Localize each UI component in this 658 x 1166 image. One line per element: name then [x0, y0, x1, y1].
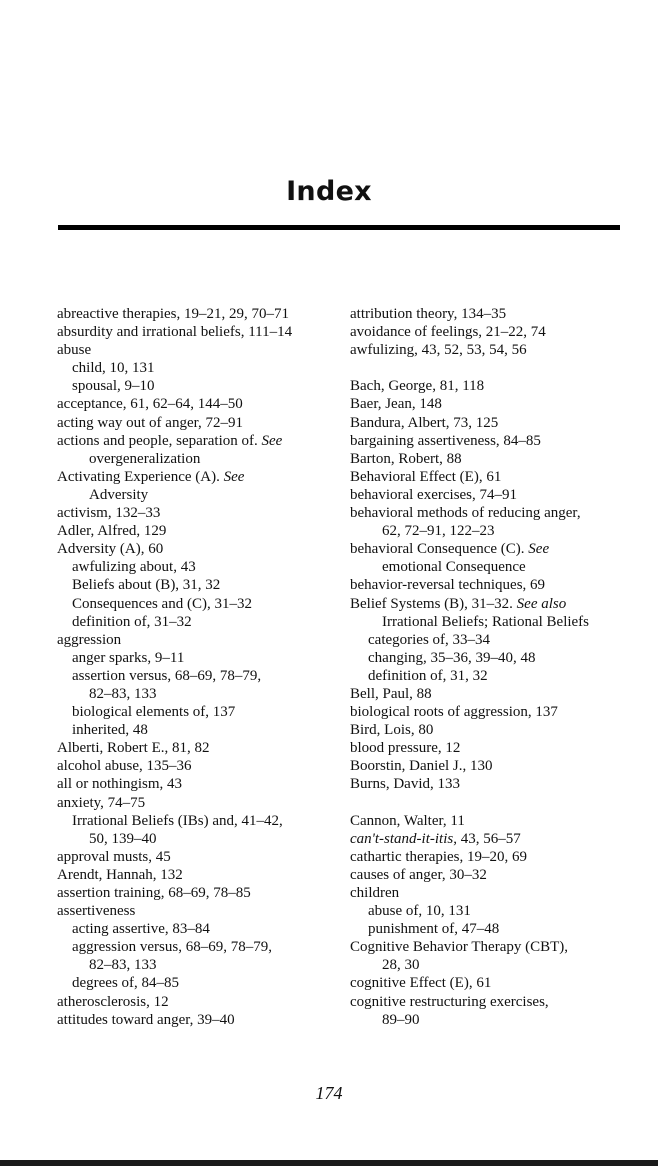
- index-subentry: 82–83, 133: [89, 685, 157, 702]
- index-subentry: degrees of, 84–85: [72, 975, 180, 992]
- index-entry: Alberti, Robert E., 81, 82: [57, 740, 210, 757]
- index-entry: Adler, Alfred, 129: [57, 523, 167, 540]
- index-subentry: 50, 139–40: [89, 830, 157, 847]
- index-entry: Bach, George, 81, 118: [350, 378, 485, 395]
- index-entry: Bell, Paul, 88: [350, 685, 432, 702]
- index-subentry: biological elements of, 137: [72, 704, 236, 721]
- index-subentry: inherited, 48: [72, 722, 148, 739]
- index-entry: Bandura, Albert, 73, 125: [350, 414, 499, 431]
- index-entry: activism, 132–33: [57, 505, 161, 522]
- index-entry: behavior-reversal techniques, 69: [350, 577, 546, 594]
- index-subentry: 62, 72–91, 122–23: [382, 523, 495, 540]
- index-subentry: Irrational Beliefs (IBs) and, 41–42,: [72, 812, 283, 829]
- index-column-left: [57, 305, 332, 1029]
- index-entry: alcohol abuse, 135–36: [57, 758, 192, 775]
- index-entry: awfulizing, 43, 52, 53, 54, 56: [350, 342, 527, 359]
- page-title: Index: [286, 176, 372, 207]
- index-entry: Cognitive Behavior Therapy (CBT),: [350, 939, 569, 956]
- index-entry: actions and people, separation of. See: [57, 432, 283, 449]
- index-subentry: Consequences and (C), 31–32: [72, 595, 252, 612]
- index-subentry: 89–90: [382, 1011, 420, 1028]
- index-entry: cathartic therapies, 19–20, 69: [350, 848, 528, 865]
- index-entry: Burns, David, 133: [350, 776, 460, 793]
- index-subentry: acting assertive, 83–84: [72, 921, 210, 938]
- index-subentry: definition of, 31, 32: [368, 667, 488, 684]
- index-subentry: child, 10, 131: [72, 360, 155, 377]
- index-entry: behavioral methods of reducing anger,: [350, 505, 581, 522]
- index-entry: blood pressure, 12: [350, 740, 461, 757]
- index-subentry: awfulizing about, 43: [72, 559, 196, 576]
- index-entry: all or nothingism, 43: [57, 776, 182, 793]
- index-entry: cognitive restructuring exercises,: [350, 993, 549, 1010]
- index-entry: Bird, Lois, 80: [350, 722, 434, 739]
- index-subentry: aggression versus, 68–69, 78–79,: [72, 939, 272, 956]
- index-entry: approval musts, 45: [57, 848, 171, 865]
- index-entry: abreactive therapies, 19–21, 29, 70–71: [57, 306, 290, 322]
- index-entry: causes of anger, 30–32: [350, 866, 487, 883]
- index-entry: Cannon, Walter, 11: [350, 812, 465, 829]
- index-entry: biological roots of aggression, 137: [350, 704, 558, 721]
- index-entry: Adversity (A), 60: [57, 541, 164, 558]
- index-entry: behavioral Consequence (C). See: [350, 541, 550, 558]
- index-entry: attitudes toward anger, 39–40: [57, 1011, 235, 1028]
- index-subentry: categories of, 33–34: [368, 631, 491, 648]
- page-number: 174: [315, 1083, 343, 1103]
- index-entry: behavioral exercises, 74–91: [350, 486, 518, 503]
- index-entry: Barton, Robert, 88: [350, 450, 462, 467]
- index-subentry: spousal, 9–10: [72, 378, 155, 395]
- index-subentry: emotional Consequence: [382, 559, 526, 576]
- index-entry: children: [350, 885, 400, 901]
- index-entry: assertion training, 68–69, 78–85: [57, 885, 251, 901]
- index-subentry: Irrational Beliefs; Rational Beliefs: [382, 613, 590, 630]
- index-subentry: assertion versus, 68–69, 78–79,: [72, 667, 262, 684]
- index-entry: cognitive Effect (E), 61: [350, 975, 492, 992]
- index-entry: Activating Experience (A). See: [57, 468, 245, 485]
- index-subentry: punishment of, 47–48: [368, 921, 500, 938]
- index-entry: Baer, Jean, 148: [350, 396, 442, 413]
- index-entry: bargaining assertiveness, 84–85: [350, 432, 541, 449]
- index-subentry: Adversity: [89, 486, 149, 503]
- letter-group-gap: [350, 359, 622, 377]
- index-subentry: changing, 35–36, 39–40, 48: [368, 649, 536, 666]
- index-entry: Boorstin, Daniel J., 130: [350, 758, 493, 775]
- index-subentry: 28, 30: [382, 957, 420, 974]
- index-entry: avoidance of feelings, 21–22, 74: [350, 324, 546, 341]
- letter-group-gap: [350, 794, 622, 812]
- index-entry: Belief Systems (B), 31–32. See also: [350, 595, 567, 612]
- index-column-right: [350, 305, 622, 1029]
- index-entry: acceptance, 61, 62–64, 144–50: [57, 396, 243, 413]
- title-divider: [58, 225, 620, 230]
- index-entry: Behavioral Effect (E), 61: [350, 468, 502, 485]
- index-subentry: 82–83, 133: [89, 957, 157, 974]
- index-entry: atherosclerosis, 12: [57, 993, 169, 1010]
- index-entry: absurdity and irrational beliefs, 111–14: [57, 324, 293, 341]
- index-subentry: Beliefs about (B), 31, 32: [72, 577, 221, 594]
- page-bottom-edge: [0, 1160, 658, 1166]
- index-subentry: anger sparks, 9–11: [72, 649, 185, 666]
- index-subentry: abuse of, 10, 131: [368, 903, 471, 920]
- index-entry: can't-stand-it-itis, 43, 56–57: [350, 830, 521, 847]
- index-entry: abuse: [57, 342, 92, 359]
- index-entry: assertiveness: [57, 903, 136, 920]
- index-subentry: overgeneralization: [89, 450, 201, 467]
- index-entry: anxiety, 74–75: [57, 794, 146, 811]
- index-subentry: definition of, 31–32: [72, 613, 192, 630]
- index-entry: attribution theory, 134–35: [350, 306, 507, 322]
- index-entry: aggression: [57, 631, 122, 648]
- index-entry: acting way out of anger, 72–91: [57, 414, 244, 431]
- index-entry: Arendt, Hannah, 132: [57, 866, 183, 883]
